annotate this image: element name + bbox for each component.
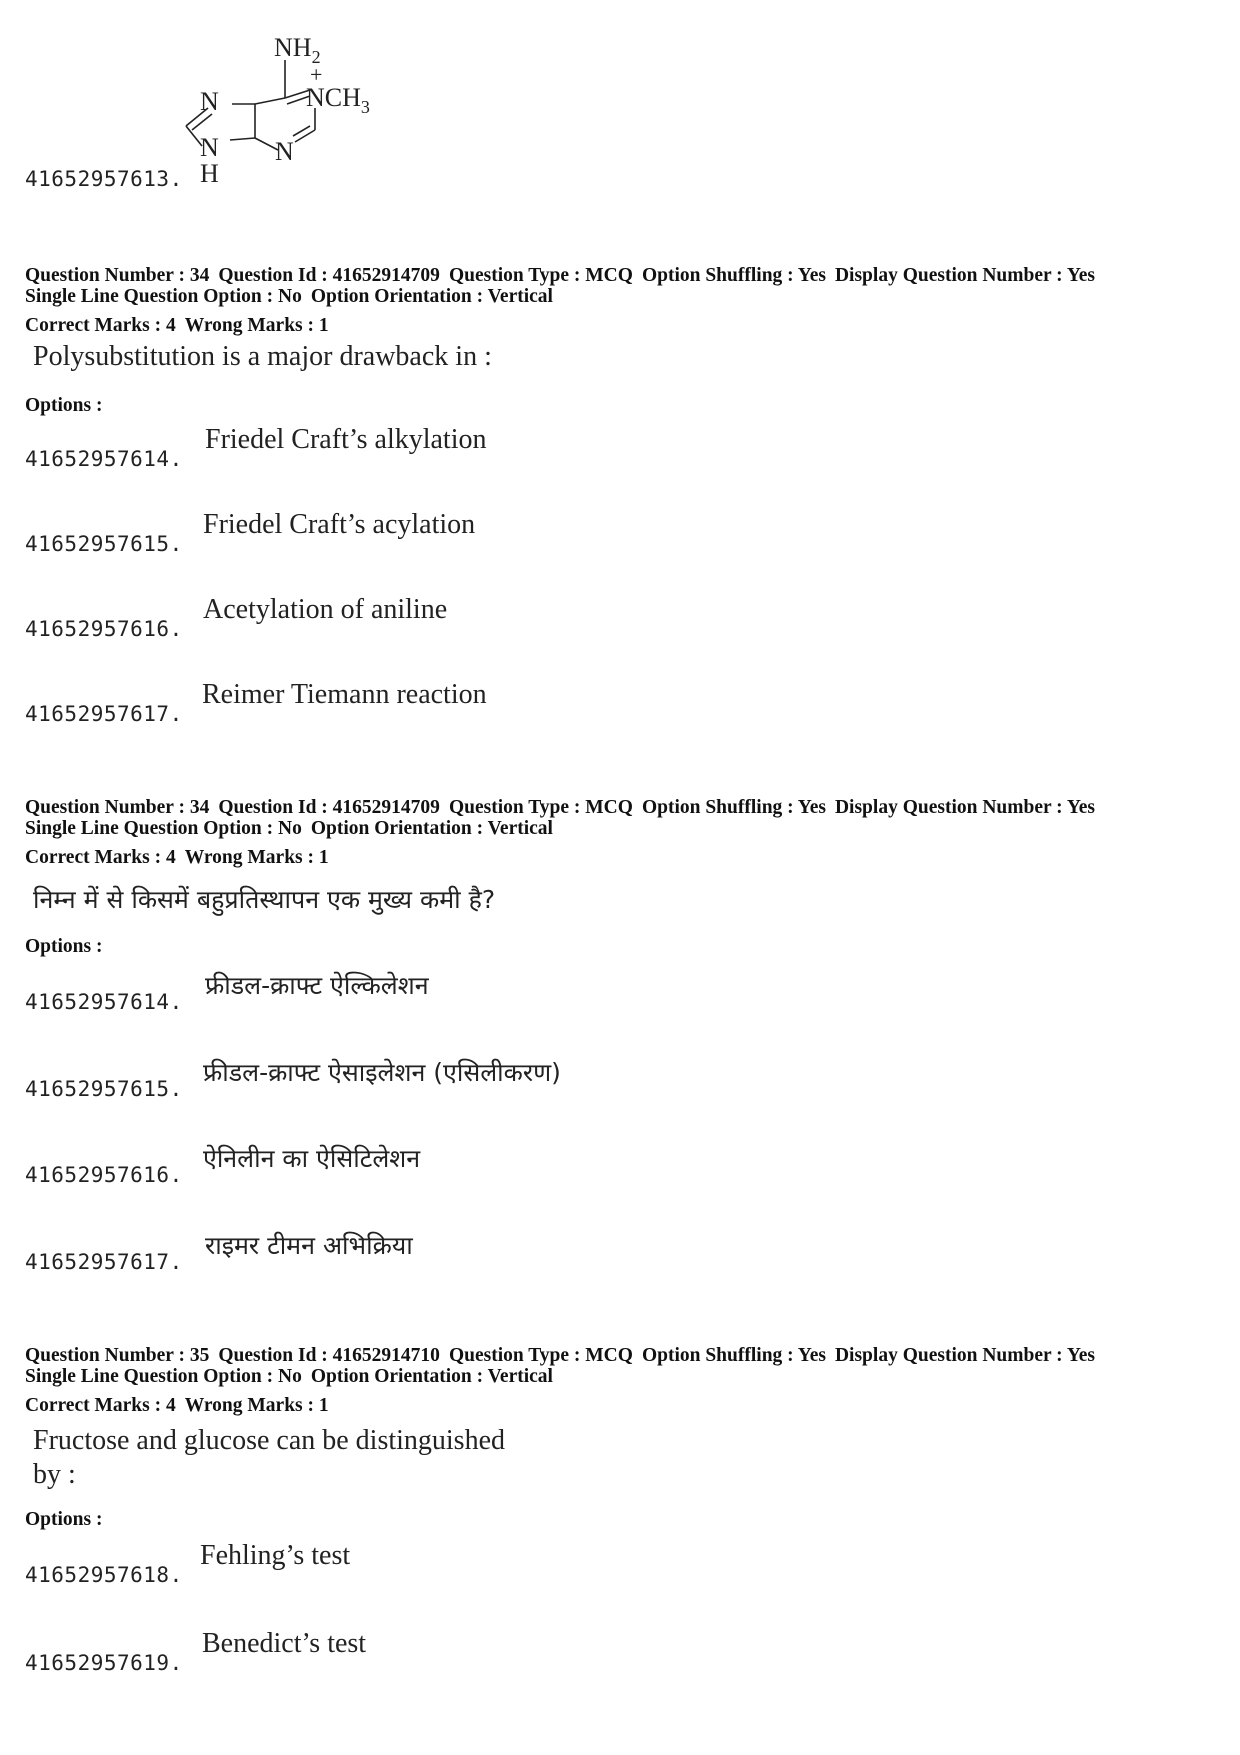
option-text: फ्रीडल-क्राफ्ट ऐसाइलेशन (एसिलीकरण) <box>203 1058 561 1087</box>
question-meta-line1: Question Number : 34 Question Id : 41652914709 Question Type : MCQ Option Shuffling : Yes Display Question Number : Yes <box>25 265 1095 286</box>
question-text-line1: Fructose and glucose can be distinguished <box>33 1425 506 1456</box>
option-text: Reimer Tiemann reaction <box>202 679 487 710</box>
option-id: 41652957615. <box>25 532 183 556</box>
option-id: 41652957619. <box>25 1651 183 1675</box>
option-text: फ्रीडल-क्राफ्ट ऐल्किलेशन <box>205 971 429 1000</box>
option-id: 41652957616. <box>25 1163 183 1187</box>
purine-structure-diagram <box>170 20 430 190</box>
option-id: 41652957613. <box>25 167 183 191</box>
question-meta-line2: Single Line Question Option : No Option Orientation : Vertical <box>25 818 553 839</box>
question-marks: Correct Marks : 4 Wrong Marks : 1 <box>25 1395 329 1416</box>
question-text-line2: by : <box>33 1459 76 1490</box>
question-marks: Correct Marks : 4 Wrong Marks : 1 <box>25 315 329 336</box>
option-id: 41652957616. <box>25 617 183 641</box>
option-id: 41652957618. <box>25 1563 183 1587</box>
option-text: राइमर टीमन अभिक्रिया <box>205 1231 413 1260</box>
n7-label: N <box>200 87 219 116</box>
question-meta-line2: Single Line Question Option : No Option Orientation : Vertical <box>25 1366 553 1387</box>
question-marks: Correct Marks : 4 Wrong Marks : 1 <box>25 847 329 868</box>
question-text: निम्न में से किसमें बहुप्रतिस्थापन एक मुख्य कमी है? <box>33 885 496 914</box>
n-methyl-label: $NCH_3$ <box>306 83 370 117</box>
option-id: 41652957617. <box>25 1250 183 1274</box>
question-meta-line2: Single Line Question Option : No Option Orientation : Vertical <box>25 286 553 307</box>
options-label: Options : <box>25 395 103 416</box>
option-text: Friedel Craft’s acylation <box>203 509 476 540</box>
option-text: ऐनिलीन का ऐसिटिलेशन <box>203 1144 421 1173</box>
question-text: Polysubstitution is a major drawback in : <box>33 341 492 372</box>
options-label: Options : <box>25 936 103 957</box>
option-id: 41652957614. <box>25 447 183 471</box>
question-meta-line1: Question Number : 35 Question Id : 41652914710 Question Type : MCQ Option Shuffling : Yes Display Question Number : Yes <box>25 1345 1095 1366</box>
options-label: Options : <box>25 1509 103 1530</box>
n3-label: N <box>275 137 294 166</box>
option-text: Friedel Craft’s alkylation <box>205 424 487 455</box>
option-id: 41652957614. <box>25 990 183 1014</box>
amine-label: $NH_2$ <box>274 33 321 67</box>
positive-charge: + <box>310 62 323 87</box>
option-text: Acetylation of aniline <box>203 594 448 625</box>
option-id: 41652957617. <box>25 702 183 726</box>
n9-label: N <box>200 133 219 162</box>
option-text: Fehling’s test <box>200 1540 351 1571</box>
option-text: Benedict’s test <box>202 1628 367 1659</box>
n9-hydrogen-label: H <box>200 159 219 188</box>
question-meta-line1: Question Number : 34 Question Id : 41652914709 Question Type : MCQ Option Shuffling : Yes Display Question Number : Yes <box>25 797 1095 818</box>
option-id: 41652957615. <box>25 1077 183 1101</box>
